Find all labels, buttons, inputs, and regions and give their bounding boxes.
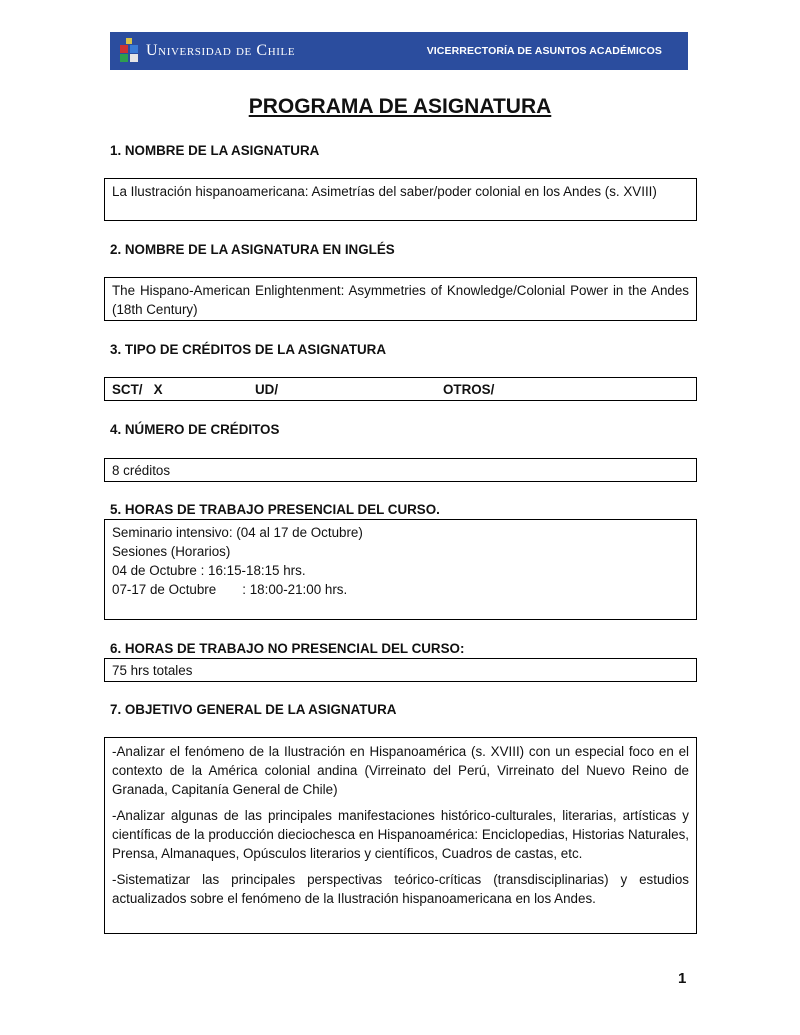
section-6-heading: 6. HORAS DE TRABAJO NO PRESENCIAL DEL CURSO: [110,641,465,656]
non-presential-hours: 75 hrs totales [112,663,193,678]
course-name: La Ilustración hispanoamericana: Asimetrías del saber/poder colonial en los Andes (s. XVIII) [112,184,657,199]
section-7-heading: 7. OBJETIVO GENERAL DE LA ASIGNATURA [110,702,397,717]
schedule-line: Sesiones (Horarios) [112,544,231,559]
section-4-box [104,458,697,482]
section-5-heading: 5. HORAS DE TRABAJO PRESENCIAL DEL CURSO. [110,502,440,517]
objective-paragraph: -Analizar el fenómeno de la Ilustración en Hispanoamérica (s. XVIII) con un especial foco en el contexto de la América colonial andina (Virreinato del Perú, Virreinato del Nuevo Reino de Granada, Capitanía General de Chile) [112,744,689,797]
section-5-box [104,519,697,620]
schedule-line: 07-17 de Octubre : 18:00-21:00 hrs. [112,582,348,597]
section-6-box [104,658,697,682]
section-7-box [104,737,697,934]
section-2-heading: 2. NOMBRE DE LA ASIGNATURA EN INGLÉS [110,242,395,257]
section-3-box [104,377,697,401]
schedule-line: Seminario intensivo: (04 al 17 de Octubre) [112,525,363,540]
section-1-heading: 1. NOMBRE DE LA ASIGNATURA [110,143,320,158]
schedule-line: 04 de Octubre : 16:15-18:15 hrs. [112,563,306,578]
credit-type-otros: OTROS/ [443,382,495,397]
page-title: PROGRAMA DE ASIGNATURA [248,95,552,118]
section-4-heading: 4. NÚMERO DE CRÉDITOS [110,422,280,437]
section-3-heading: 3. TIPO DE CRÉDITOS DE LA ASIGNATURA [110,342,387,357]
university-seal-icon [118,38,140,64]
objective-paragraph: -Sistematizar las principales perspectivas teórico-críticas (transdisciplinarias) y estudios actualizados sobre el fenómeno de la Ilustración hispanoamericana en los Andes. [112,872,689,906]
course-name-english: The Hispano-American Enlightenment: Asymmetries of Knowledge/Colonial Power in the Andes (18th Century) [112,283,689,317]
page-number: 1 [678,970,687,987]
university-logo [118,38,295,64]
vice-rectory-label: VICERRECTORÍA DE ASUNTOS ACADÉMICOS [426,45,662,57]
university-name: Universidad de Chile [146,42,296,59]
credit-count: 8 créditos [112,463,171,478]
credit-type-ud: UD/ [255,382,279,397]
section-1-box [104,178,697,221]
header-banner [110,32,688,70]
objective-paragraph: -Analizar algunas de las principales manifestaciones histórico-culturales, literarias, artísticas y científicas de la producción dieciochesca en Hispanoamérica: Enciclopedias, Historias Naturales, Prensa, Almanaques, Opúsculos literarios y científicos, Cuadros de castas, etc. [112,808,689,861]
section-2-box [104,277,697,321]
credit-type-sct: SCT/ X [112,382,163,397]
